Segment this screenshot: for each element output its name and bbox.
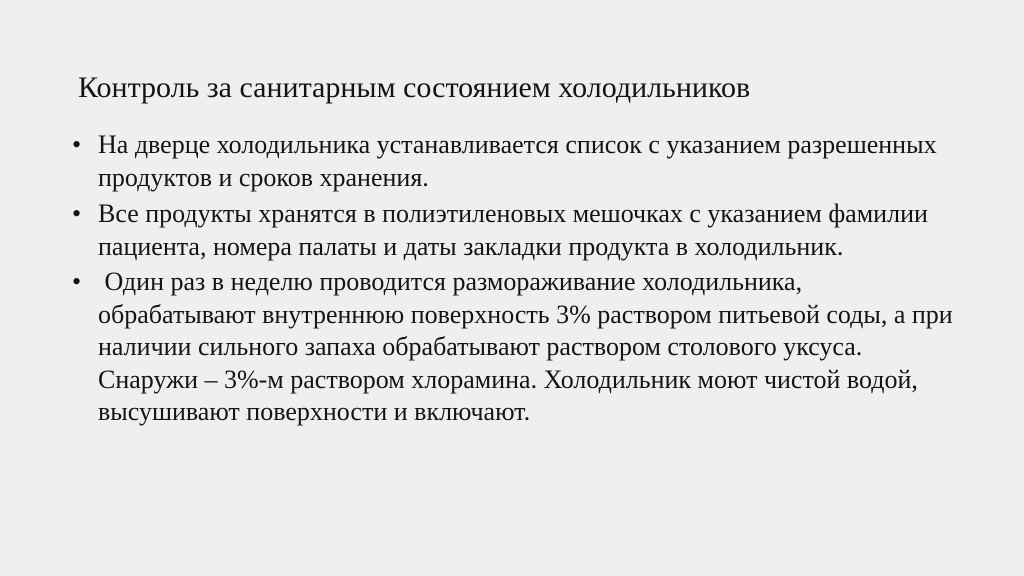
- slide-title: Контроль за санитарным состоянием холодильников: [78, 71, 751, 104]
- bullet-item: [72, 129, 962, 194]
- bullet-dot: •: [72, 130, 82, 159]
- bullet-item: [72, 266, 962, 429]
- bullet-text: На дверце холодильника устанавливается список с указанием разрешенных продуктов и сроков хранения.: [98, 130, 937, 192]
- bullet-list: [72, 129, 962, 433]
- bullet-text: Один раз в неделю проводится размораживание холодильника, обрабатывают внутреннюю поверхность 3% раствором питьевой соды, а при наличии сильного запаха обрабатывают раствором столового уксуса. Снаружи – 3%-м раствором хлорамина. Холодильник моют чистой водой, высушивают поверхности и включают.: [98, 267, 960, 426]
- bullet-text: Все продукты хранятся в полиэтиленовых мешочках с указанием фамилии пациента, номера палаты и даты закладки продукта в холодильник.: [98, 199, 928, 261]
- bullet-item: [72, 198, 962, 263]
- bullet-dot: •: [72, 267, 82, 296]
- bullet-dot: •: [72, 199, 82, 228]
